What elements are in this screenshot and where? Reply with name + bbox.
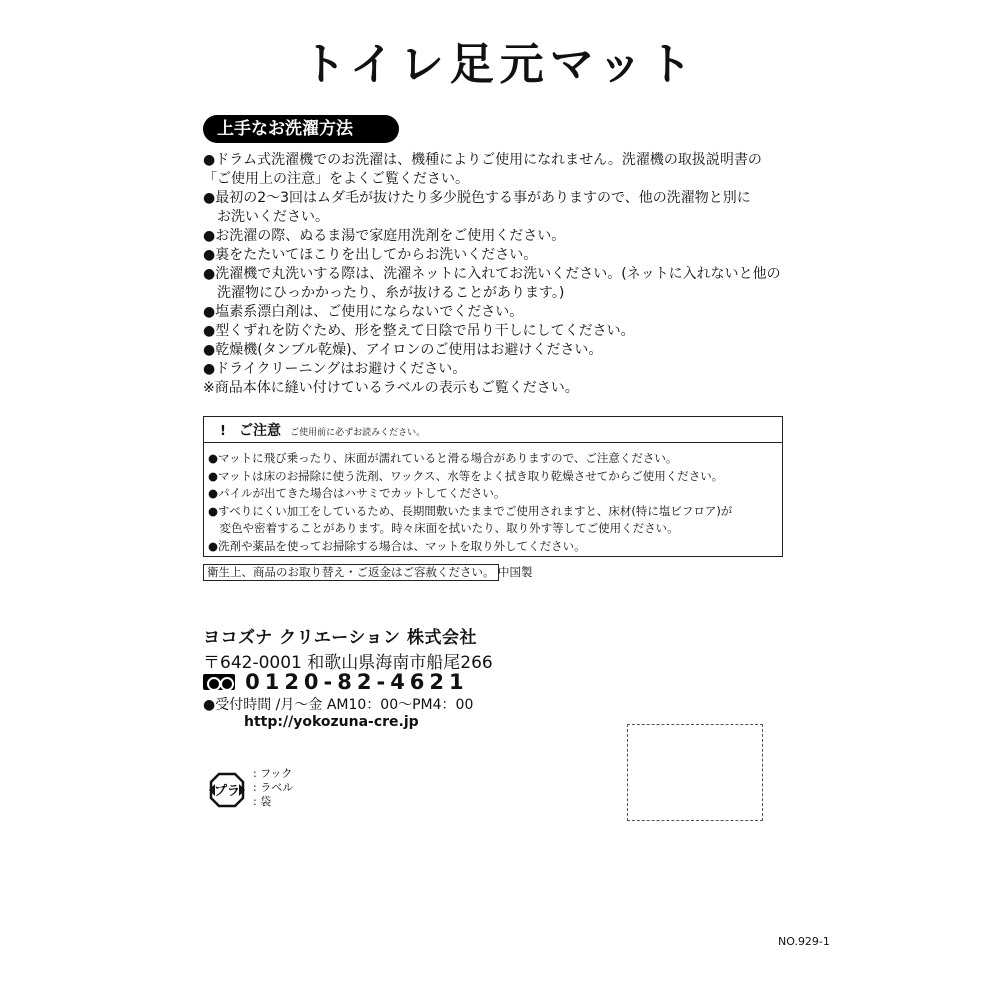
page-title: トイレ足元マット	[301, 39, 699, 90]
washing-line: ※商品本体に縫い付けているラベルの表示もご覧ください。	[203, 380, 579, 396]
website-link[interactable]: http://yokozuna-cre.jp	[244, 714, 419, 730]
washing-line: 洗濯物にひっかかったり、糸が抜けることがあります。)	[203, 285, 565, 301]
label-placeholder-box	[627, 724, 763, 821]
product-number: NO.929-1	[778, 935, 830, 948]
washing-heading: 上手なお洗濯方法	[203, 115, 399, 143]
hygiene-notice: 衛生上、商品のお取り替え・ご返金はご容赦ください。	[203, 564, 499, 581]
company-name: ヨコズナ クリエーション 株式会社	[203, 628, 477, 648]
caution-box	[203, 416, 783, 557]
caution-line: ●パイルが出てきた場合はハサミでカットしてください。	[208, 486, 506, 500]
caution-line: ●マットは床のお掃除に使う洗剤、ワックス、水等をよく拭き取り乾燥させてからご使用ください。	[208, 468, 724, 483]
washing-line: ●裏をたたいてほこりを出してからお洗いください。	[203, 247, 538, 263]
exclamation-icon: !	[220, 424, 226, 439]
country-of-origin: 中国製	[498, 565, 533, 579]
washing-line: ●塩素系漂白剤は、ご使用にならないでください。	[203, 304, 524, 320]
washing-line: ●洗濯機で丸洗いする際は、洗濯ネットに入れてお洗いください。(ネットに入れないと他の	[203, 266, 781, 282]
caution-line: 変色や密着することがあります。時々床面を拭いたり、取り外す等してご使用ください。	[208, 521, 679, 535]
phone-number: 0120-82-4621	[245, 670, 469, 694]
recycle-item: : 袋	[253, 795, 272, 808]
washing-line: ●ドライクリーニングはお避けください。	[203, 361, 467, 377]
caution-line: ●すべりにくい加工をしているため、長期間敷いたままでご使用されますと、床材(特に塩ビフロア)が	[208, 503, 733, 518]
company-address: 〒642-0001 和歌山県海南市船尾266	[203, 653, 493, 673]
plastic-recycle-icon	[205, 768, 249, 812]
recycle-mark-text: プラ	[213, 784, 241, 799]
caution-header	[204, 417, 782, 443]
washing-line: 「ご使用上の注意」をよくご覧ください。	[203, 171, 469, 187]
washing-line: ●乾燥機(タンブル乾燥)、アイロンのご使用はお避けください。	[203, 342, 603, 358]
caution-line: ●マットに飛び乗ったり、床面が濡れていると滑る場合がありますので、ご注意ください。	[208, 451, 678, 465]
caution-subtitle: ご使用前に必ずお読みください。	[290, 428, 426, 438]
caution-list	[204, 443, 782, 555]
recycle-item: : フック	[253, 767, 293, 780]
phone-line	[203, 670, 469, 692]
washing-line: ●型くずれを防ぐため、形を整えて日陰で吊り干しにしてください。	[203, 323, 635, 339]
free-dial-icon	[203, 674, 235, 690]
washing-line: ●お洗濯の際、ぬるま湯で家庭用洗剤をご使用ください。	[203, 228, 566, 244]
recycle-item: : ラベル	[253, 781, 294, 794]
washing-instructions	[203, 151, 803, 398]
caution-line: ●洗剤や薬品を使ってお掃除する場合は、マットを取り外してください。	[208, 538, 586, 553]
washing-line: ●最初の2～3回はムダ毛が抜けたり多少脱色する事がありますので、他の洗濯物と別に	[203, 190, 751, 206]
washing-line: ●ドラム式洗濯機でのお洗濯は、機種によりご使用になれません。洗濯機の取扱説明書の	[203, 152, 762, 168]
recycle-item-list	[253, 767, 293, 809]
washing-line: お洗いください。	[203, 209, 329, 225]
business-hours: ●受付時間 /月～金 AM10：00～PM4：00	[203, 697, 474, 713]
caution-title: ご注意	[239, 423, 282, 439]
